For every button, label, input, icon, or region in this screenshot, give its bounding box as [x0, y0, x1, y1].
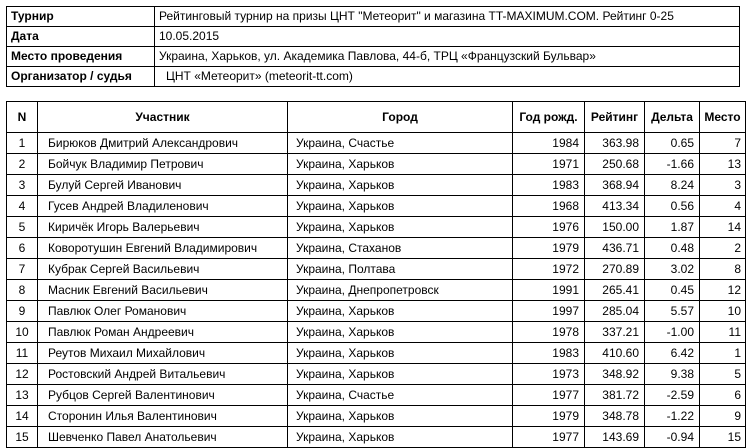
- cell-delta: 3.02: [645, 259, 700, 280]
- cell-participant: Рубцов Сергей Валентинович: [38, 385, 288, 406]
- table-row: [7, 196, 746, 217]
- tournament-label: Турнир: [7, 7, 155, 27]
- cell-rating: 337.21: [585, 322, 645, 343]
- cell-rating: 363.98: [585, 133, 645, 154]
- cell-participant: Ростовский Андрей Витальевич: [38, 364, 288, 385]
- table-row: [7, 385, 746, 406]
- cell-participant: Бирюков Дмитрий Александрович: [38, 133, 288, 154]
- cell-place: 10: [700, 301, 746, 322]
- cell-place: 4: [700, 196, 746, 217]
- cell-delta: -0.94: [645, 427, 700, 448]
- cell-rating: 348.78: [585, 406, 645, 427]
- table-row: [7, 238, 746, 259]
- cell-number: 2: [7, 154, 38, 175]
- cell-number: 6: [7, 238, 38, 259]
- date-label: Дата: [7, 27, 155, 47]
- cell-birth-year: 1991: [513, 280, 585, 301]
- table-row: [7, 280, 746, 301]
- cell-number: 7: [7, 259, 38, 280]
- cell-delta: 9.38: [645, 364, 700, 385]
- cell-place: 11: [700, 322, 746, 343]
- cell-birth-year: 1968: [513, 196, 585, 217]
- tournament-value: Рейтинговый турнир на призы ЦНТ "Метеорит" и магазина TT-MAXIMUM.COM. Рейтинг 0-25: [155, 7, 740, 27]
- cell-city: Украина, Харьков: [288, 343, 513, 364]
- cell-rating: 143.69: [585, 427, 645, 448]
- cell-place: 7: [700, 133, 746, 154]
- cell-number: 14: [7, 406, 38, 427]
- cell-city: Украина, Полтава: [288, 259, 513, 280]
- cell-place: 1: [700, 343, 746, 364]
- cell-rating: 410.60: [585, 343, 645, 364]
- cell-participant: Булуй Сергей Иванович: [38, 175, 288, 196]
- cell-delta: -2.59: [645, 385, 700, 406]
- results-header-row: [7, 102, 746, 133]
- column-header-participant: Участник: [38, 102, 288, 133]
- cell-number: 9: [7, 301, 38, 322]
- column-header-city: Город: [288, 102, 513, 133]
- venue-value: Украина, Харьков, ул. Академика Павлова, 44-б, ТРЦ «Французский Бульвар»: [155, 47, 740, 67]
- cell-city: Украина, Харьков: [288, 364, 513, 385]
- cell-birth-year: 1973: [513, 364, 585, 385]
- info-row-date: [7, 27, 740, 47]
- cell-number: 3: [7, 175, 38, 196]
- venue-label: Место проведения: [7, 47, 155, 67]
- cell-birth-year: 1972: [513, 259, 585, 280]
- cell-rating: 150.00: [585, 217, 645, 238]
- table-row: [7, 364, 746, 385]
- cell-delta: 0.65: [645, 133, 700, 154]
- cell-rating: 413.34: [585, 196, 645, 217]
- table-row: [7, 406, 746, 427]
- cell-place: 14: [700, 217, 746, 238]
- cell-place: 9: [700, 406, 746, 427]
- info-row-venue: [7, 47, 740, 67]
- date-value: 10.05.2015: [155, 27, 740, 47]
- cell-city: Украина, Харьков: [288, 322, 513, 343]
- cell-place: 3: [700, 175, 746, 196]
- cell-delta: 0.45: [645, 280, 700, 301]
- cell-number: 13: [7, 385, 38, 406]
- cell-delta: 6.42: [645, 343, 700, 364]
- cell-rating: 265.41: [585, 280, 645, 301]
- cell-participant: Реутов Михаил Михайлович: [38, 343, 288, 364]
- cell-rating: 250.68: [585, 154, 645, 175]
- table-row: [7, 217, 746, 238]
- cell-delta: 1.87: [645, 217, 700, 238]
- cell-birth-year: 1977: [513, 385, 585, 406]
- cell-number: 12: [7, 364, 38, 385]
- cell-birth-year: 1977: [513, 427, 585, 448]
- column-header-delta: Дельта: [645, 102, 700, 133]
- cell-participant: Киричёк Игорь Валерьевич: [38, 217, 288, 238]
- cell-number: 4: [7, 196, 38, 217]
- cell-rating: 285.04: [585, 301, 645, 322]
- table-row: [7, 154, 746, 175]
- cell-participant: Павлюк Роман Андреевич: [38, 322, 288, 343]
- cell-participant: Шевченко Павел Анатольевич: [38, 427, 288, 448]
- info-row-organizer: [7, 67, 740, 87]
- cell-delta: 5.57: [645, 301, 700, 322]
- cell-birth-year: 1971: [513, 154, 585, 175]
- cell-participant: Масник Евгений Васильевич: [38, 280, 288, 301]
- table-row: [7, 301, 746, 322]
- cell-number: 8: [7, 280, 38, 301]
- cell-place: 12: [700, 280, 746, 301]
- cell-city: Украина, Харьков: [288, 427, 513, 448]
- cell-delta: -1.22: [645, 406, 700, 427]
- cell-number: 15: [7, 427, 38, 448]
- cell-place: 15: [700, 427, 746, 448]
- cell-number: 1: [7, 133, 38, 154]
- cell-rating: 436.71: [585, 238, 645, 259]
- cell-birth-year: 1979: [513, 238, 585, 259]
- table-row: [7, 322, 746, 343]
- cell-participant: Бойчук Владимир Петрович: [38, 154, 288, 175]
- column-header-place: Место: [700, 102, 746, 133]
- column-header-birth-year: Год рожд.: [513, 102, 585, 133]
- cell-birth-year: 1983: [513, 175, 585, 196]
- cell-number: 11: [7, 343, 38, 364]
- cell-birth-year: 1978: [513, 322, 585, 343]
- cell-delta: -1.00: [645, 322, 700, 343]
- cell-city: Украина, Стаханов: [288, 238, 513, 259]
- cell-place: 2: [700, 238, 746, 259]
- results-table: [6, 101, 746, 448]
- cell-place: 6: [700, 385, 746, 406]
- cell-delta: 0.48: [645, 238, 700, 259]
- table-row: [7, 259, 746, 280]
- cell-rating: 368.94: [585, 175, 645, 196]
- results-body: [7, 133, 746, 448]
- cell-city: Украина, Счастье: [288, 133, 513, 154]
- cell-birth-year: 1997: [513, 301, 585, 322]
- cell-participant: Гусев Андрей Владиленович: [38, 196, 288, 217]
- cell-delta: 0.56: [645, 196, 700, 217]
- cell-number: 5: [7, 217, 38, 238]
- cell-participant: Сторонин Илья Валентинович: [38, 406, 288, 427]
- column-header-n: N: [7, 102, 38, 133]
- cell-place: 13: [700, 154, 746, 175]
- column-header-rating: Рейтинг: [585, 102, 645, 133]
- cell-birth-year: 1984: [513, 133, 585, 154]
- table-row: [7, 175, 746, 196]
- cell-birth-year: 1976: [513, 217, 585, 238]
- cell-city: Украина, Харьков: [288, 154, 513, 175]
- cell-city: Украина, Счастье: [288, 385, 513, 406]
- cell-city: Украина, Харьков: [288, 217, 513, 238]
- cell-delta: 8.24: [645, 175, 700, 196]
- tournament-info-table: [6, 6, 740, 87]
- cell-birth-year: 1983: [513, 343, 585, 364]
- cell-participant: Коворотушин Евгений Владимирович: [38, 238, 288, 259]
- cell-city: Украина, Харьков: [288, 301, 513, 322]
- cell-participant: Кубрак Сергей Васильевич: [38, 259, 288, 280]
- table-row: [7, 133, 746, 154]
- cell-rating: 270.89: [585, 259, 645, 280]
- cell-number: 10: [7, 322, 38, 343]
- organizer-value: ЦНТ «Метеорит» (meteorit-tt.com): [155, 67, 740, 87]
- cell-place: 8: [700, 259, 746, 280]
- organizer-label: Организатор / судья: [7, 67, 155, 87]
- info-row-tournament: [7, 7, 740, 27]
- cell-city: Украина, Днепропетровск: [288, 280, 513, 301]
- cell-city: Украина, Харьков: [288, 196, 513, 217]
- cell-rating: 381.72: [585, 385, 645, 406]
- cell-delta: -1.66: [645, 154, 700, 175]
- cell-participant: Павлюк Олег Романович: [38, 301, 288, 322]
- table-row: [7, 343, 746, 364]
- table-row: [7, 427, 746, 448]
- cell-city: Украина, Харьков: [288, 175, 513, 196]
- cell-city: Украина, Харьков: [288, 406, 513, 427]
- cell-place: 5: [700, 364, 746, 385]
- cell-rating: 348.92: [585, 364, 645, 385]
- cell-birth-year: 1979: [513, 406, 585, 427]
